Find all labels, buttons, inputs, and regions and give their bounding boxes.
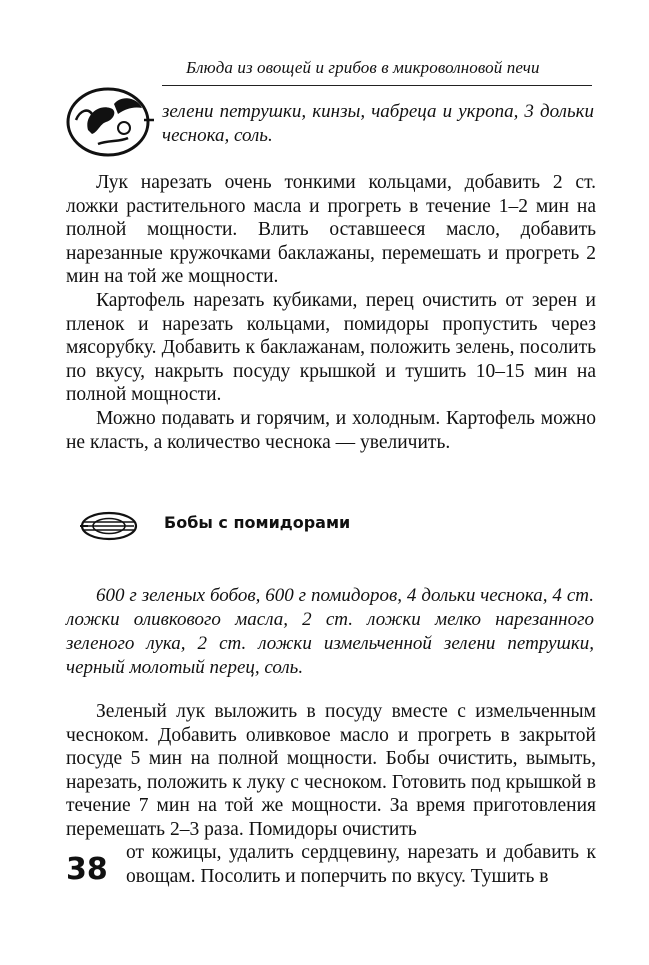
page-number: 38: [66, 852, 108, 887]
recipe-title: Бобы с помидорами: [164, 513, 351, 532]
paragraph: Можно подавать и горячим, и холодным. Картофель можно не класть, а количество чеснока — увеличить.: [66, 407, 596, 453]
paragraph: Картофель нарезать кубиками, перец очистить от зерен и пленок и нарезать кольцами, помидоры пропустить через мясорубку. Добавить к баклажанам, положить зелень, посолить по вкусу, накрыть посуду крышкой и тушить 10–15 мин на полной мощности.: [66, 289, 596, 406]
paragraph-continuation: от кожицы, удалить сердцевину, нарезать и добавить к овощам. Посолить и поперчить по вкусу. Тушить в: [126, 842, 596, 887]
recipe-instructions: [66, 171, 596, 454]
ingredients-text: 600 г зеленых бобов, 600 г помидоров, 4 дольки чеснока, 4 ст. ложки оливкового масла, 2 ст. ложки мелко нарезанного зеленого лука, 2 ст. ложки измельченной зелени петрушки, черный молотый перец, соль.: [66, 585, 594, 678]
vegetables-mushroom-emblem-icon: [58, 80, 158, 158]
paragraph: Зеленый лук выложить в посуду вместе с измельченным чесноком. Добавить оливковое масло и прогреть в закрытой посуде 5 мин на полной мощности. Бобы очистить, вымыть, нарезать, положить к луку с чесноком. Готовить под крышкой в течение 7 мин на той же мощности. За время приготовления перемешать 2–3 раза. Помидоры очистить: [66, 701, 596, 840]
paragraph: Лук нарезать очень тонкими кольцами, добавить 2 ст. ложки растительного масла и прогреть в течение 1–2 мин на полной мощности. Влить оставшееся масло, добавить нарезанные кружочками баклажаны, перемешать и прогреть 2 мин на той же мощности.: [66, 172, 596, 288]
ingredients-list: [66, 584, 594, 680]
running-head: Блюда из овощей и грибов в микроволновой печи: [186, 58, 540, 77]
ingredients-continued: зелени петрушки, кинзы, чабреца и укропа, 3 дольки чеснока, соль.: [162, 101, 594, 146]
plate-with-fork-icon: [78, 510, 140, 542]
recipe-instructions: [66, 700, 596, 842]
header-divider: [162, 85, 592, 86]
